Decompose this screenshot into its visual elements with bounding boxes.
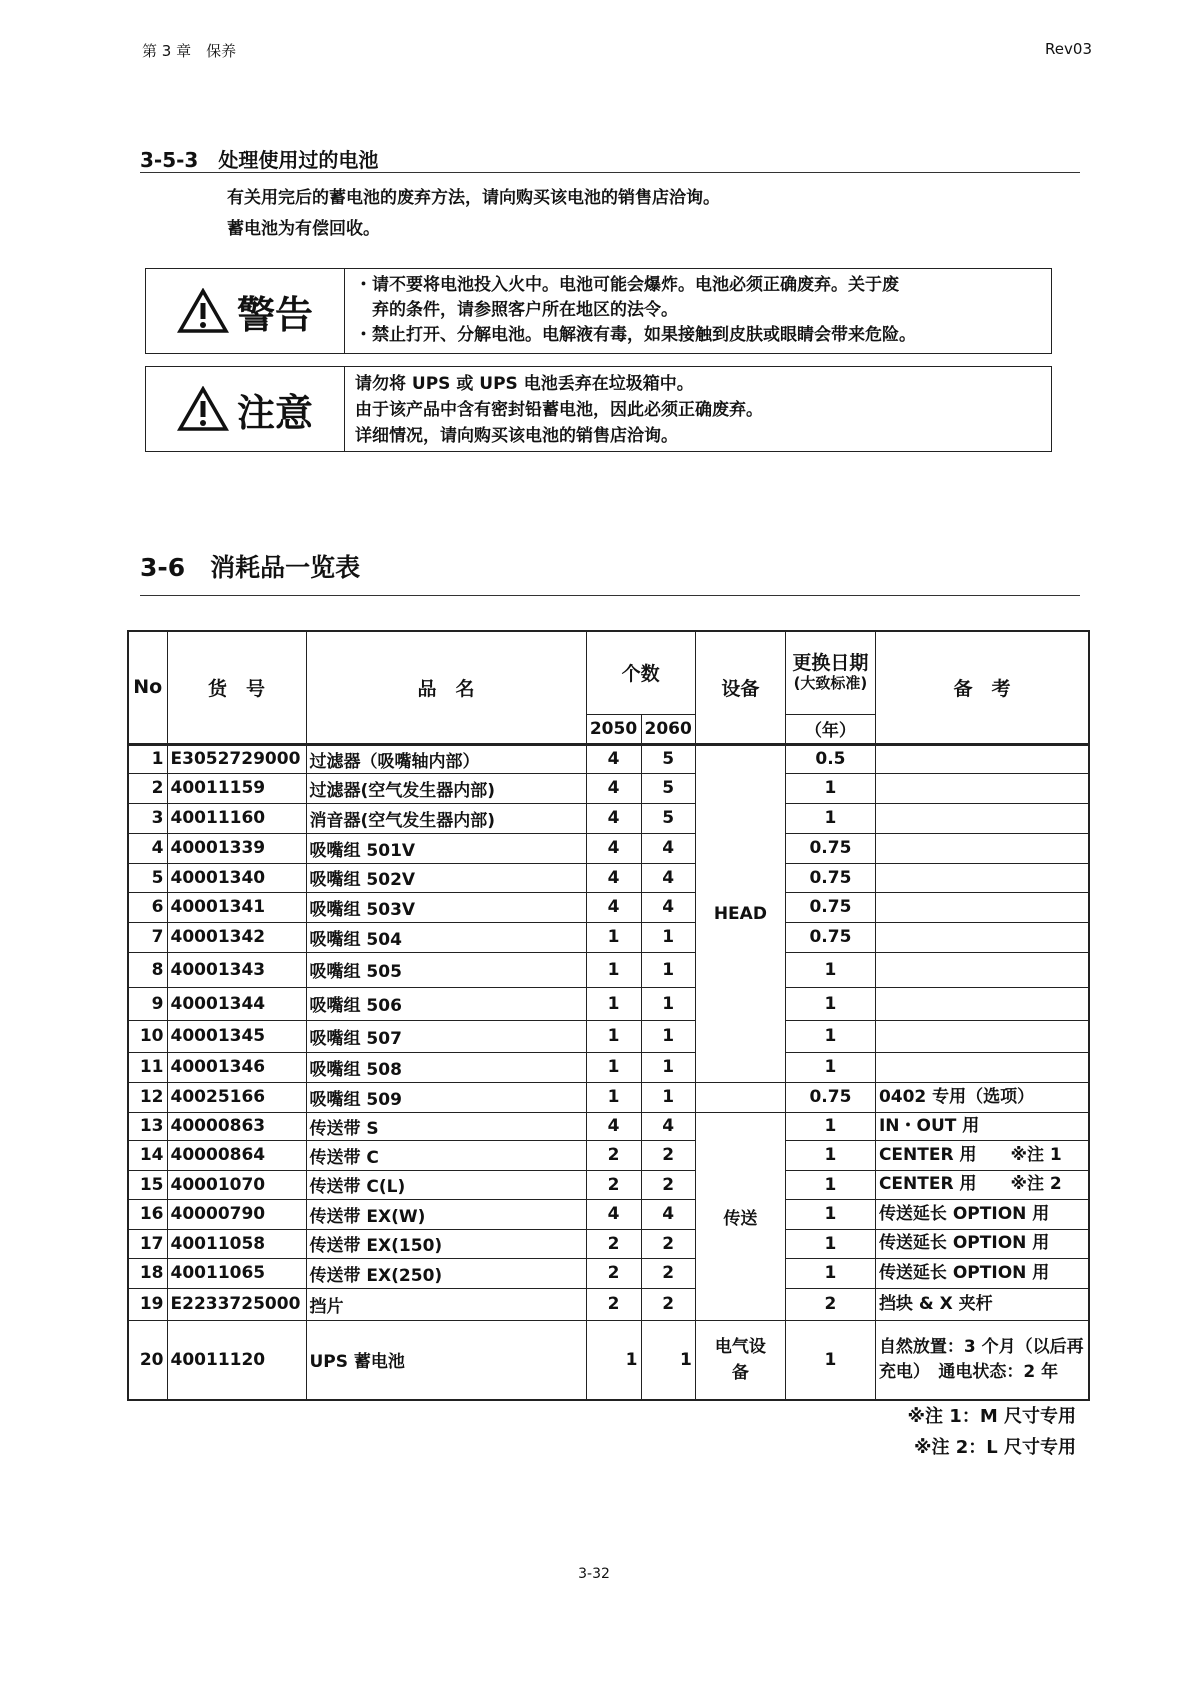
- header-item-name: 品 名: [306, 631, 586, 744]
- cell-qty-2050: 4: [586, 773, 641, 803]
- warning-line: ・禁止打开、分解电池。电解液有毒，如果接触到皮肤或眼睛会带来危险。: [355, 325, 916, 345]
- cell-interval: 0.75: [785, 892, 875, 922]
- table-row: [128, 1320, 1089, 1400]
- cell-qty-2050: 2: [586, 1229, 641, 1258]
- cell-part-number: 40000863: [167, 1112, 306, 1140]
- table-row: [128, 1020, 1089, 1052]
- cell-qty-2050: 4: [586, 744, 641, 773]
- cell-part-number: 40001342: [167, 922, 306, 952]
- caution-label: [146, 367, 345, 451]
- cell-part-number: 40001344: [167, 987, 306, 1020]
- cell-part-number: 40001070: [167, 1170, 306, 1199]
- cell-remarks: 0402 专用（选项）: [875, 1082, 1089, 1112]
- cell-remarks: 自然放置：3 个月（以后再充电） 通电状态：2 年: [875, 1320, 1089, 1400]
- cell-qty-2050: 2: [586, 1288, 641, 1320]
- caution-line: 由于该产品中含有密封铅蓄电池，因此必须正确废弃。: [355, 400, 763, 420]
- caution-title: 注意: [236, 390, 313, 435]
- cell-no: 18: [128, 1258, 167, 1288]
- cell-remarks: 挡块 & X 夹杆: [875, 1288, 1089, 1320]
- warning-box: [145, 268, 1052, 354]
- paragraph: 蓄电池为有偿回收。: [227, 219, 380, 239]
- paragraph: 有关用完后的蓄电池的废弃方法，请向购买该电池的销售店洽询。: [227, 188, 720, 208]
- cell-interval: 1: [785, 1140, 875, 1170]
- cell-remarks: [875, 892, 1089, 922]
- cell-remarks: CENTER 用 ※注 2: [875, 1170, 1089, 1199]
- cell-qty-2060: 5: [641, 744, 695, 773]
- cell-interval: 0.75: [785, 922, 875, 952]
- header-interval: [785, 631, 875, 714]
- cell-no: 5: [128, 863, 167, 892]
- cell-part-number: E2233725000: [167, 1288, 306, 1320]
- cell-interval: 1: [785, 1170, 875, 1199]
- header-part-number: 货 号: [167, 631, 306, 744]
- cell-part-number: 40000790: [167, 1199, 306, 1229]
- table-row: [128, 1140, 1089, 1170]
- cell-qty-2060: 4: [641, 892, 695, 922]
- cell-no: 11: [128, 1052, 167, 1082]
- cell-no: 2: [128, 773, 167, 803]
- chapter-header: 第 3 章 保养: [142, 42, 237, 60]
- cell-qty-2050: 1: [586, 1020, 641, 1052]
- cell-item-name: 吸嘴组 502V: [306, 863, 586, 892]
- cell-part-number: 40001341: [167, 892, 306, 922]
- table-row: [128, 1170, 1089, 1199]
- cell-interval: 1: [785, 1320, 875, 1400]
- table-row: [128, 1288, 1089, 1320]
- divider: [140, 172, 1080, 173]
- cell-item-name: 挡片: [306, 1288, 586, 1320]
- cell-qty-2050: 1: [586, 952, 641, 987]
- cell-interval: 2: [785, 1288, 875, 1320]
- cell-qty-2050: 4: [586, 1112, 641, 1140]
- table-row: [128, 892, 1089, 922]
- footnote: ※注 2：L 尺寸专用: [913, 1437, 1076, 1458]
- cell-interval: 1: [785, 987, 875, 1020]
- cell-interval: 0.75: [785, 863, 875, 892]
- cell-qty-2050: 2: [586, 1170, 641, 1199]
- cell-item-name: UPS 蓄电池: [306, 1320, 586, 1400]
- cell-item-name: 传送带 EX(W): [306, 1199, 586, 1229]
- cell-no: 17: [128, 1229, 167, 1258]
- cell-part-number: 40001340: [167, 863, 306, 892]
- caution-line: 请勿将 UPS 或 UPS 电池丢弃在垃圾箱中。: [355, 374, 694, 394]
- cell-qty-2050: 1: [586, 987, 641, 1020]
- cell-qty-2060: 4: [641, 833, 695, 863]
- cell-item-name: 传送带 S: [306, 1112, 586, 1140]
- cell-qty-2060: 4: [641, 1199, 695, 1229]
- cell-equipment: 电气设备: [695, 1320, 785, 1400]
- cell-no: 16: [128, 1199, 167, 1229]
- cell-equipment: [695, 1082, 785, 1112]
- cell-qty-2050: 1: [586, 1082, 641, 1112]
- cell-remarks: [875, 1052, 1089, 1082]
- cell-qty-2060: 1: [641, 922, 695, 952]
- section-title-3-6: 3-6 消耗品一览表: [140, 553, 361, 582]
- cell-no: 8: [128, 952, 167, 987]
- cell-no: 7: [128, 922, 167, 952]
- cell-qty-2060: 1: [641, 1052, 695, 1082]
- cell-qty-2050: 2: [586, 1140, 641, 1170]
- caution-box: [145, 366, 1052, 452]
- cell-no: 12: [128, 1082, 167, 1112]
- cell-item-name: 过滤器(空气发生器内部): [306, 773, 586, 803]
- cell-qty-2060: 2: [641, 1288, 695, 1320]
- cell-no: 3: [128, 803, 167, 833]
- table-row: [128, 744, 1089, 773]
- cell-qty-2060: 1: [641, 987, 695, 1020]
- cell-part-number: 40011159: [167, 773, 306, 803]
- cell-remarks: [875, 1020, 1089, 1052]
- cell-part-number: 40001346: [167, 1052, 306, 1082]
- table-row: [128, 1229, 1089, 1258]
- cell-interval: 0.5: [785, 744, 875, 773]
- cell-interval: 1: [785, 1052, 875, 1082]
- header-qty-2060: 2060: [641, 714, 695, 744]
- cell-item-name: 吸嘴组 501V: [306, 833, 586, 863]
- cell-item-name: 吸嘴组 508: [306, 1052, 586, 1082]
- page-number: 3-32: [578, 1566, 610, 1582]
- warning-label: [146, 269, 345, 353]
- warning-triangle-icon: [177, 288, 229, 334]
- consumables-table: [127, 630, 1090, 1401]
- table-row: [128, 803, 1089, 833]
- table-row: [128, 1082, 1089, 1112]
- cell-qty-2050: 1: [586, 922, 641, 952]
- cell-interval: 0.75: [785, 833, 875, 863]
- caution-line: 详细情况，请向购买该电池的销售店洽询。: [355, 426, 678, 446]
- cell-qty-2060: 2: [641, 1140, 695, 1170]
- cell-no: 19: [128, 1288, 167, 1320]
- cell-qty-2060: 2: [641, 1229, 695, 1258]
- table-row: [128, 863, 1089, 892]
- cell-remarks: 传送延长 OPTION 用: [875, 1229, 1089, 1258]
- cell-item-name: 吸嘴组 506: [306, 987, 586, 1020]
- cell-part-number: 40011058: [167, 1229, 306, 1258]
- cell-item-name: 传送带 C: [306, 1140, 586, 1170]
- cell-part-number: 40025166: [167, 1082, 306, 1112]
- cell-qty-2050: 1: [586, 1052, 641, 1082]
- cell-part-number: 40001339: [167, 833, 306, 863]
- cell-part-number: 40011065: [167, 1258, 306, 1288]
- header-quantity: 个数: [586, 631, 695, 714]
- cell-qty-2050: 2: [586, 1258, 641, 1288]
- section-title-3-5-3: 3-5-3 处理使用过的电池: [140, 148, 379, 172]
- cell-item-name: 吸嘴组 509: [306, 1082, 586, 1112]
- cell-no: 6: [128, 892, 167, 922]
- cell-remarks: [875, 922, 1089, 952]
- header-equipment: 设备: [695, 631, 785, 744]
- cell-interval: 0.75: [785, 1082, 875, 1112]
- cell-interval: 1: [785, 1020, 875, 1052]
- cell-qty-2060: 4: [641, 1112, 695, 1140]
- cell-remarks: 传送延长 OPTION 用: [875, 1258, 1089, 1288]
- header-interval-sub: (大致标准): [793, 673, 868, 692]
- cell-part-number: 40000864: [167, 1140, 306, 1170]
- cell-interval: 1: [785, 1258, 875, 1288]
- cell-no: 20: [128, 1320, 167, 1400]
- table-row: [128, 922, 1089, 952]
- cell-qty-2050: 1: [586, 1320, 641, 1400]
- cell-qty-2050: 4: [586, 1199, 641, 1229]
- header-interval-title: 更换日期: [792, 651, 869, 674]
- cell-interval: 1: [785, 803, 875, 833]
- cell-qty-2050: 4: [586, 892, 641, 922]
- table-row: [128, 1199, 1089, 1229]
- cell-no: 9: [128, 987, 167, 1020]
- cell-interval: 1: [785, 773, 875, 803]
- cell-qty-2060: 2: [641, 1258, 695, 1288]
- cell-qty-2060: 1: [641, 952, 695, 987]
- cell-item-name: 过滤器（吸嘴轴内部）: [306, 744, 586, 773]
- cell-item-name: 传送带 EX(150): [306, 1229, 586, 1258]
- table-row: [128, 833, 1089, 863]
- cell-part-number: 40001343: [167, 952, 306, 987]
- divider: [140, 595, 1080, 596]
- header-interval-unit: （年）: [785, 714, 875, 744]
- cell-interval: 1: [785, 1112, 875, 1140]
- cell-qty-2060: 2: [641, 1170, 695, 1199]
- cell-qty-2060: 5: [641, 773, 695, 803]
- cell-remarks: [875, 744, 1089, 773]
- cell-remarks: 传送延长 OPTION 用: [875, 1199, 1089, 1229]
- cell-item-name: 消音器(空气发生器内部): [306, 803, 586, 833]
- cell-equipment: 传送: [695, 1112, 785, 1320]
- table-row: [128, 952, 1089, 987]
- cell-qty-2060: 1: [641, 1082, 695, 1112]
- table-row: [128, 1052, 1089, 1082]
- cell-no: 4: [128, 833, 167, 863]
- cell-item-name: 传送带 C(L): [306, 1170, 586, 1199]
- footnote: ※注 1：M 尺寸专用: [907, 1406, 1076, 1427]
- cell-remarks: [875, 833, 1089, 863]
- cell-no: 10: [128, 1020, 167, 1052]
- cell-qty-2050: 4: [586, 833, 641, 863]
- cell-qty-2060: 5: [641, 803, 695, 833]
- warning-line: 弃的条件，请参照客户所在地区的法令。: [355, 300, 678, 320]
- table-row: [128, 1112, 1089, 1140]
- cell-item-name: 吸嘴组 504: [306, 922, 586, 952]
- cell-remarks: [875, 863, 1089, 892]
- cell-qty-2060: 1: [641, 1320, 695, 1400]
- caution-triangle-icon: [177, 386, 229, 432]
- header-no: No: [128, 631, 167, 744]
- table-row: [128, 1258, 1089, 1288]
- cell-remarks: IN・OUT 用: [875, 1112, 1089, 1140]
- cell-part-number: 40011120: [167, 1320, 306, 1400]
- cell-equipment: HEAD: [695, 744, 785, 1082]
- cell-item-name: 传送带 EX(250): [306, 1258, 586, 1288]
- header-remarks: 备 考: [875, 631, 1089, 744]
- cell-qty-2050: 4: [586, 863, 641, 892]
- revision-label: Rev03: [1045, 40, 1092, 58]
- cell-qty-2060: 1: [641, 1020, 695, 1052]
- cell-no: 14: [128, 1140, 167, 1170]
- warning-title: 警告: [236, 292, 313, 337]
- warning-line: ・请不要将电池投入火中。电池可能会爆炸。电池必须正确废弃。关于废: [355, 275, 899, 295]
- cell-remarks: [875, 952, 1089, 987]
- cell-item-name: 吸嘴组 507: [306, 1020, 586, 1052]
- cell-remarks: [875, 987, 1089, 1020]
- header-qty-2050: 2050: [586, 714, 641, 744]
- cell-no: 15: [128, 1170, 167, 1199]
- cell-qty-2060: 4: [641, 863, 695, 892]
- table-row: [128, 773, 1089, 803]
- cell-qty-2050: 4: [586, 803, 641, 833]
- cell-interval: 1: [785, 1199, 875, 1229]
- cell-part-number: 40001345: [167, 1020, 306, 1052]
- cell-remarks: [875, 803, 1089, 833]
- cell-remarks: CENTER 用 ※注 1: [875, 1140, 1089, 1170]
- cell-no: 13: [128, 1112, 167, 1140]
- cell-item-name: 吸嘴组 503V: [306, 892, 586, 922]
- cell-interval: 1: [785, 1229, 875, 1258]
- cell-remarks: [875, 773, 1089, 803]
- cell-part-number: 40011160: [167, 803, 306, 833]
- cell-no: 1: [128, 744, 167, 773]
- table-row: [128, 987, 1089, 1020]
- cell-item-name: 吸嘴组 505: [306, 952, 586, 987]
- cell-part-number: E3052729000: [167, 744, 306, 773]
- cell-interval: 1: [785, 952, 875, 987]
